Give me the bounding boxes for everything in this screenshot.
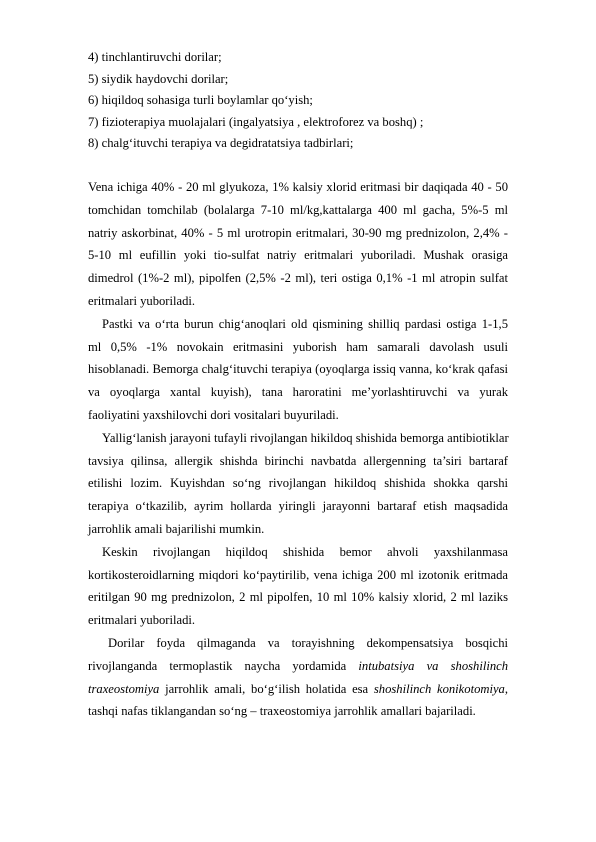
text-line: Dorilar foyda qilmaganda va torayishning dekompensatsiya bosqichi [108,635,508,650]
text-line: kortikosteroidlarning miqdori ko‘paytirilib, vena ichiga 200 ml izotonik eritmada [88,567,508,582]
list-item: 5) siydik haydovchi dorilar; [88,71,229,86]
text-line [88,655,508,678]
text-line: tavsiya qilinsa, allergik shishda birinchi navbatda allergenning ta’siri bartaraf [88,453,508,468]
emphasized-term: intubatsiya va shoshilinch [358,658,509,673]
text-line: dimedrol (1%-2 ml), pipolfen (2,5% -2 ml), teri ostiga 0,1% -1 ml atropin sulfat [88,271,508,286]
paragraph-iv-therapy [88,176,508,313]
text-line: terapiya o‘tkazilib, ayrim hollarda yiringli jarayonni bartaraf etish maqsadida [88,499,508,514]
body-text [88,176,508,723]
text-line: tomchidan tomchilab (bolalarga 7-10 ml/kg,kattalarga 400 ml gacha, 5%-5 ml [88,202,508,217]
text-line: etilishi lozim. Kuyishdan so‘ng rivojlangan hikildoq shishida shokka qarshi [88,476,508,491]
list-item: 6) hiqildoq sohasiga turli boylamlar qo‘yish; [88,93,313,108]
text-line: tashqi nafas tiklangandan so‘ng – traxeostomiya jarrohlik amallari bajariladi. [88,704,476,719]
text-line: Pastki va o‘rta burun chig‘anoqlari old qismining shilliq pardasi ostiga 1-1,5 [102,316,508,331]
text-line: Yallig‘lanish jarayoni tufayli rivojlangan hikildoq shishida bemorga antibiotiklar [102,430,509,445]
list-item: 4) tinchlantiruvchi dorilar; [88,50,222,64]
text-line: natriy askorbinat, 40% - 5 ml urotropin eritmalari, 30-90 mg prednizolon, 2,4% - [88,225,508,240]
text-line: 5-10 ml eufillin yoki tio-sulfat natriy eritmalari yuboriladi. Mushak orasiga [88,248,508,263]
emphasized-term: traxeostomiya [88,681,160,696]
text-run: jarrohlik amali, bo‘g‘ilish holatida esa [159,681,374,696]
text-line: eritmalari yuboriladi. [88,293,196,308]
paragraph-corticosteroids [88,541,508,632]
paragraph-novocaine [88,313,508,427]
paragraph-antibiotics [88,427,508,541]
text-run: , [504,681,509,696]
text-line: hisoblanadi. Bemorga chalg‘ituvchi terapiya (oyoqlarga issiq vanna, ko‘krak qafasi [88,362,508,377]
text-line: eritilgan 90 mg prednizolon, 2 ml pipolfen, 10 ml 10% kalsiy xlorid, 2 ml laziks [88,590,508,605]
emphasized-term: shoshilinch konikotomiya [373,681,505,696]
list-item: 7) fizioterapiya muolajalari (ingalyatsiya , elektroforez va boshq) ; [88,114,424,129]
text-run: rivojlanganda termoplastik naycha yordamida [88,658,359,673]
text-line [88,678,508,701]
text-line: va oyoqlarga xantal kuyish), tana haroratini me’yorlashtiruvchi va yurak [88,385,508,400]
text-line: jarrohlik amali bajarilishi mumkin. [88,521,265,536]
paragraph-surgery [88,632,508,723]
numbered-list [88,47,538,155]
list-item: 8) chalg‘ituvchi terapiya va degidratatsiya tadbirlari; [88,136,354,151]
text-line: eritmalari yuboriladi. [88,613,196,628]
text-line: ml 0,5% -1% novokain eritmasini yuborish ham samarali davolash usuli [88,339,508,354]
text-line: Vena ichiga 40% - 20 ml glyukoza, 1% kalsiy xlorid eritmasi bir daqiqada 40 - 50 [88,180,508,194]
text-line: faoliyatini yaxshilovchi dori vositalari buyuriladi. [88,407,339,422]
text-line: Keskin rivojlangan hiqildoq shishida bemor ahvoli yaxshilanmasa [102,544,508,559]
